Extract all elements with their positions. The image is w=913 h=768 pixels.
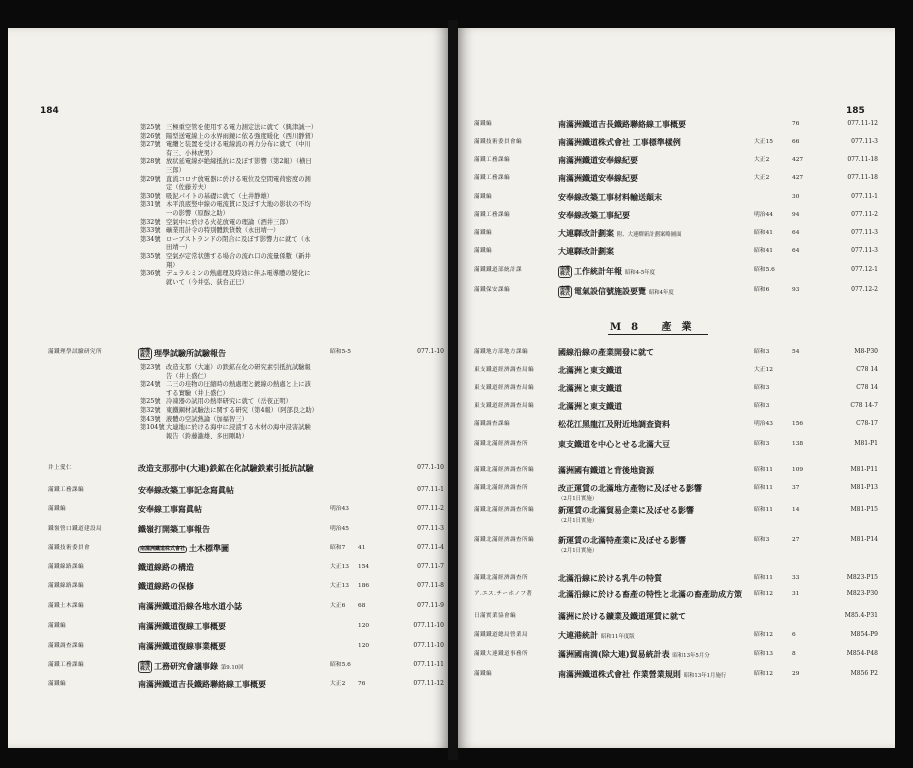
- cell-code: 077.11-3: [851, 247, 878, 254]
- cell-title: 東支鐵道を中心とせる北滿大豆: [558, 439, 670, 449]
- cell-pp: 76: [792, 121, 800, 127]
- sub-list: [140, 124, 316, 287]
- cell-t: 三極重空管を使用する電力測定法に就て（興津誠一）: [166, 124, 318, 131]
- cell-n: 第43號: [140, 415, 161, 423]
- cell-pp: 109: [792, 467, 804, 473]
- section-heading: M8 產業: [608, 318, 708, 335]
- cell-code: 077.11-18: [847, 174, 878, 181]
- cell-pub: 滿鐵土木課編: [48, 603, 84, 609]
- cell-t: 液體の空試熱論（加福智三）: [166, 415, 248, 423]
- cell-title: 安奉線改築工事記念寫眞帖: [138, 485, 234, 495]
- cell-date: 昭和41: [754, 230, 773, 236]
- cell-pp: 66: [792, 139, 800, 145]
- cell-pub: 滿鐵工務課編: [474, 157, 510, 163]
- cell-date: 昭和11: [754, 467, 773, 473]
- cell-pp: 6: [792, 632, 796, 638]
- cell-n: 第29號: [140, 175, 161, 183]
- cell-pub: 井上愛仁: [48, 465, 72, 471]
- list-item: [140, 398, 316, 407]
- cell-pp: 30: [792, 194, 800, 200]
- cell-date: 昭和11: [754, 485, 773, 491]
- cell-code: 077.11-12: [413, 680, 444, 687]
- sub-list: [140, 364, 316, 441]
- cell-code: 077.11-2: [417, 505, 444, 512]
- cell-pp: 186: [358, 583, 370, 589]
- cell-date: 大正15: [754, 139, 773, 145]
- cell-n: 第30號: [140, 192, 161, 200]
- cell-pp: 41: [358, 545, 366, 551]
- cell-date: 昭和5-5: [330, 349, 351, 355]
- cell-t: 空氣中に於ける火花放電の理論（酒井三郎）: [166, 218, 292, 226]
- cell-code: 077.11-3: [851, 138, 878, 145]
- cell-pub: 滿鐵工務課編: [474, 212, 510, 218]
- cell-title: 南滿 株式 電氣設信號施設要覽 昭和4年度: [560, 286, 674, 297]
- cell-code: C78 14: [856, 366, 878, 373]
- cell-pp: 54: [792, 349, 800, 355]
- right-page: [458, 28, 895, 748]
- cell-code: 077.1-10: [417, 348, 444, 355]
- cell-title: 南滿洲鐵道株式會社 作業營業規則 昭和13年1月施行: [558, 669, 727, 679]
- company-mark: 南滿 株式: [560, 266, 571, 277]
- list-item: [140, 133, 316, 142]
- cell-pub: 滿鐵編: [474, 194, 492, 200]
- cell-pp: 76: [358, 681, 366, 687]
- cell-title: 滿洲國有鐵道と背後地資源: [558, 465, 654, 475]
- list-item: [140, 236, 316, 253]
- cell-date: 明治44: [754, 212, 773, 218]
- cell-title: 松花江黑龍江及附近地調查資料: [558, 419, 670, 429]
- cell-title: 北滿洲と東支鐵道: [558, 383, 622, 393]
- cell-t: 大連地に於ける海中に浸漬する木材の海中浸害試験報告（鈴藤瀧雄、多田剛助）: [166, 424, 311, 440]
- cell-title: 南滿 株式 工務研究會議事錄 第9.10回: [140, 661, 244, 672]
- cell-title: 鐵道線路の保修: [138, 581, 194, 591]
- cell-pp: 68: [358, 603, 366, 609]
- cell-pub: 滿鐵編: [48, 681, 66, 687]
- cell-t: 二三の珪物の圧縮時の熱處理と鍍線の熱處と上に該する實驗（井上盛仁）: [166, 381, 311, 397]
- cell-pp: 154: [358, 564, 370, 570]
- cell-pub: 滿鐵編: [474, 671, 492, 677]
- cell-date: 大正13: [330, 564, 349, 570]
- cell-code: M854-P48: [846, 650, 878, 657]
- cell-pub: 滿鐵調查課編: [474, 421, 510, 427]
- cell-title: 安奉線工事寫眞帖: [138, 504, 202, 514]
- cell-title: 滿洲國南満(除大連)貿易統計表 昭和13年5月分: [558, 649, 710, 659]
- cell-date: 昭和41: [754, 248, 773, 254]
- cell-title: 南滿 株式 工作統計年報 昭和4-5年度: [560, 266, 656, 277]
- list-item: [140, 416, 316, 425]
- cell-title: 安奉線改築工事紀要: [558, 210, 630, 220]
- left-page: [8, 28, 448, 748]
- cell-date: 大正6: [330, 603, 346, 609]
- cell-code: M81-P11: [850, 466, 878, 473]
- cell-date: 昭和12: [754, 632, 773, 638]
- cell-code: M823-P30: [846, 590, 878, 597]
- cell-code: C78-17: [856, 420, 878, 427]
- cell-pub: 滿鐵線路課編: [48, 583, 84, 589]
- cell-code: 077.11-11: [413, 661, 444, 668]
- company-mark: 南滿 株式: [560, 286, 571, 297]
- list-item: [140, 253, 316, 270]
- cell-date: 昭和5.6: [330, 662, 351, 668]
- cell-pp: 14: [792, 507, 800, 513]
- cell-t: ローブストランドの閉合に及ぼす影響力に就て（永田靖一）: [166, 235, 311, 252]
- cell-pub: 日滿實業協會編: [474, 613, 516, 619]
- cell-pp: 8: [792, 651, 796, 657]
- company-mark: 南滿 株式: [140, 661, 151, 672]
- cell-pp: 94: [792, 212, 800, 218]
- cell-code: C78 14-7: [850, 402, 878, 409]
- cell-t: 電纜と装置を受ける電線流の再力分布に就て（中川有三、小林虎男）: [166, 141, 311, 157]
- cell-title: 南滿洲鐵道安奉線紀要: [558, 173, 638, 183]
- cell-pp: 31: [792, 591, 800, 597]
- cell-t: 木平浪底竪中線の電流貫に及ぼす大地の影状の不均一の影響（原醇之助）: [166, 201, 311, 217]
- cell-date: 昭和3: [754, 349, 770, 355]
- cell-pub: 東支鐵道經濟調查局編: [474, 367, 534, 373]
- cell-code: 077.11-2: [851, 211, 878, 218]
- cell-pp: 120: [358, 623, 370, 629]
- cell-n: 第23號: [140, 364, 161, 371]
- list-item: [140, 364, 316, 381]
- cell-code: 077.11-10: [413, 622, 444, 629]
- cell-n: 第32號: [140, 218, 161, 226]
- cell-pub: 滿鐵工務課編: [48, 662, 84, 668]
- cell-date: 昭和5.6: [754, 267, 775, 273]
- cell-pp: 120: [358, 643, 370, 649]
- cell-code: C78 14: [856, 384, 878, 391]
- cell-code: M81-P14: [850, 536, 878, 543]
- cell-n: 第33號: [140, 227, 161, 235]
- list-item: [140, 407, 316, 416]
- cell-title: 北滿沿線に於ける乳牛の特質: [558, 573, 662, 583]
- cell-t: 空氣が定常状態する場合の流れ口の流量係數（新井翔）: [166, 252, 311, 269]
- cell-date: 昭和3: [754, 537, 770, 543]
- list-item: [140, 141, 316, 158]
- list-item: [140, 381, 316, 398]
- cell-pub: 滿鐵技術委員會編: [474, 139, 522, 145]
- list-item: [140, 158, 316, 175]
- cell-t: 直流コロナ放電器に於ける電位及空間電荷密度の測定（佐藤芳夫）: [166, 175, 311, 192]
- book-gutter: [448, 20, 458, 760]
- cell-pub: 滿鐵工務課編: [474, 175, 510, 181]
- list-item: [140, 219, 316, 228]
- cell-code: M8-P30: [854, 348, 878, 355]
- cell-pub: 東支鐵道經濟調查局編: [474, 385, 534, 391]
- cell-pub: 滿鐵鐵道總局營業局: [474, 632, 528, 638]
- cell-n: 第24號: [140, 381, 161, 389]
- cell-pp: 64: [792, 230, 800, 236]
- list-item: [140, 176, 316, 193]
- cell-pp: 27: [792, 537, 800, 543]
- cell-pub: 滿鐵北滿經濟調查所編: [474, 507, 534, 513]
- company-mark: 南滿 株式: [140, 348, 151, 359]
- cell-pub: 滿鐵理學試驗研究所: [48, 349, 102, 355]
- cell-code: 077.11-3: [417, 525, 444, 532]
- list-item: [140, 201, 316, 218]
- cell-code: 077.11-12: [847, 120, 878, 127]
- cell-n: 第27號: [140, 141, 161, 149]
- cell-date: 昭和7: [330, 545, 346, 551]
- cell-code: M823-P15: [846, 574, 878, 581]
- cell-title: 南滿 株式 理學試驗所試驗報告: [140, 348, 227, 359]
- cell-code: 077.11-1: [851, 193, 878, 200]
- cell-pub: 滿鐵北滿經濟調查所編: [474, 537, 534, 543]
- cell-code: 077.11-8: [417, 582, 444, 589]
- page-number: 184: [40, 106, 59, 116]
- cell-date: 大正13: [330, 583, 349, 589]
- cell-pp: 37: [792, 485, 800, 491]
- cell-code: M856 P2: [850, 670, 878, 677]
- cell-pub: 滿鐵北滿經濟調查所: [474, 485, 528, 491]
- cell-pub: 鐵嶺營口鐵道建設局: [48, 526, 102, 532]
- cell-title: 改正運賃の北滿地方產物に及ぼせる影響 （2月1日實施）: [558, 483, 702, 502]
- cell-code: 077.11-9: [417, 602, 444, 609]
- list-item: [140, 227, 316, 236]
- list-item: [140, 270, 316, 287]
- cell-pub: 滿鐵編: [474, 248, 492, 254]
- cell-title: 南滿洲鐵道復線事業概要: [138, 641, 226, 651]
- cell-t: 東鐵鋼材試驗法に関する研究（第4報）（阿部良之助）: [166, 406, 318, 414]
- cell-date: 明治43: [754, 421, 773, 427]
- cell-pub: 滿鐵鐵道部統計課: [474, 267, 522, 273]
- cell-pub: 滿鐵編: [474, 230, 492, 236]
- cell-code: M854-P9: [850, 631, 878, 638]
- cell-title: 大連港統計 昭和11年度版: [558, 630, 635, 640]
- cell-pp: 29: [792, 671, 800, 677]
- cell-t: 冷凍器の試用の熱率研究に就て（岳夜正明）: [166, 398, 292, 406]
- cell-pub: 滿鐵編: [474, 121, 492, 127]
- cell-code: 077.1-10: [417, 464, 444, 471]
- cell-title: 南滿洲鐵道復線工事概要: [138, 621, 226, 631]
- cell-n: 第31號: [140, 201, 161, 209]
- cell-title: 南滿洲鐵道吉長鐵路聯絡線工事概要: [138, 679, 266, 689]
- list-item: [140, 124, 316, 133]
- cell-date: 明治43: [330, 506, 349, 512]
- cell-pub: 滿鐵北滿經濟調查所: [474, 441, 528, 447]
- cell-t: デュラルミンの熱處理及時効に伴ふ電導體の變化に就いて（今井弘、荻台正巳）: [166, 270, 311, 286]
- cell-pub: 滿鐵北滿經濟調查所編: [474, 467, 534, 473]
- cell-code: 077.11-4: [417, 544, 444, 551]
- cell-t: 吸泥パイトの基礎に就て（土井静雄）: [166, 192, 274, 200]
- cell-title: 南滿洲鐵道株式會社 工事標準樣例: [558, 137, 681, 147]
- cell-t: 放状延電線が絶縁抵抗に及ぼす影響（第2報）（横日三郎）: [166, 158, 312, 174]
- cell-t: 礦業用計令の特別體鉄貨数（永田靖一）: [166, 227, 280, 235]
- cell-pub: 滿鐵保安課編: [474, 287, 510, 293]
- cell-code: M81-P15: [850, 506, 878, 513]
- cell-pub: 滿鐵地方部地方課編: [474, 349, 528, 355]
- cell-t: 改造支那（大連）の鉄鉱在化の研究素引抵抗試驗報告（井上盛仁）: [166, 364, 311, 380]
- company-mark: 南滿洲鐵道株式會社: [140, 545, 186, 552]
- page-number: 185: [846, 106, 865, 116]
- cell-n: 第35號: [140, 252, 161, 260]
- cell-code: M85.4-P31: [844, 612, 878, 619]
- cell-title: 國線沿線の產業開發に就て: [558, 347, 654, 357]
- cell-title: 新運賃の北滿貿易企業に及ぼせる影響 （2月1日實施）: [558, 505, 694, 524]
- cell-pub: 東支鐵道經濟調查局編: [474, 403, 534, 409]
- cell-pp: 427: [792, 175, 804, 181]
- cell-n: 第104號: [140, 424, 165, 432]
- cell-n: 第34號: [140, 235, 161, 243]
- cell-title: 滿洲に於ける鑛業及鐵道運賃に就て: [558, 611, 686, 621]
- cell-code: 077.11-7: [417, 563, 444, 570]
- cell-t: 陽型送電線上の水界雨鏡に依る強度暖化（西川静賀）: [166, 132, 318, 140]
- cell-pub: 滿鐵大連鐵道事務所: [474, 651, 528, 657]
- cell-pub: 滿鐵調查課編: [48, 643, 84, 649]
- cell-title: 南滿洲鐵道吉長鐵路聯絡線工事概要: [558, 119, 686, 129]
- cell-date: 昭和3: [754, 403, 770, 409]
- cell-date: 大正2: [754, 175, 770, 181]
- cell-title: 鐵道線路の構造: [138, 562, 194, 572]
- cell-code: 077.11-10: [413, 642, 444, 649]
- cell-pub: ア.エス.チーホノフ著: [474, 591, 533, 597]
- cell-n: 第28號: [140, 158, 161, 166]
- cell-date: 大正2: [330, 681, 346, 687]
- cell-pub: 滿鐵線路課編: [48, 564, 84, 570]
- cell-pub: 滿鐵編: [48, 506, 66, 512]
- cell-title: 新運賃の北滿特產業に及ぼせる影響 （2月1日實施）: [558, 535, 686, 554]
- cell-pub: 滿鐵北滿經濟調查所: [474, 575, 528, 581]
- cell-title: 南滿洲鐵道沿線各地水道小誌: [138, 601, 242, 611]
- cell-code: M81-P1: [854, 440, 878, 447]
- cell-code: M81-P13: [850, 484, 878, 491]
- cell-title: 南滿洲鐵道株式會社 土木標準圖: [140, 543, 230, 553]
- cell-date: 昭和11: [754, 507, 773, 513]
- cell-pub: 滿鐵編: [48, 623, 66, 629]
- cell-title: 北滿洲と東支鐵道: [558, 401, 622, 411]
- cell-date: 大正12: [754, 367, 773, 373]
- cell-date: 大正2: [754, 157, 770, 163]
- cell-title: 安奉線改築工事材料輸送顛末: [558, 192, 662, 202]
- cell-date: 昭和6: [754, 287, 770, 293]
- cell-title: 大連驛改計劃案 附、大連驛新計劃案略圖面: [558, 228, 682, 238]
- cell-n: 第26號: [140, 132, 161, 140]
- cell-title: 北滿洲と東支鐵道: [558, 365, 622, 375]
- cell-pub: 滿鐵工務課編: [48, 487, 84, 493]
- cell-pp: 138: [792, 441, 804, 447]
- cell-pp: 33: [792, 575, 800, 581]
- cell-title: 南滿洲鐵道安奉線紀要: [558, 155, 638, 165]
- cell-pub: 滿鐵技術委員會: [48, 545, 90, 551]
- cell-pp: 427: [792, 157, 804, 163]
- cell-pp: 64: [792, 248, 800, 254]
- cell-date: 昭和12: [754, 671, 773, 677]
- cell-pp: 156: [792, 421, 804, 427]
- cell-date: 昭和3: [754, 441, 770, 447]
- cell-n: 第25號: [140, 124, 161, 131]
- cell-title: 大連驛改計劃案: [558, 246, 614, 256]
- cell-title: 改造支那那中(大連)鉄鉱在化試驗鉄素引抵抗試驗: [138, 463, 314, 473]
- cell-n: 第32號: [140, 406, 161, 414]
- cell-date: 昭和12: [754, 591, 773, 597]
- cell-date: 明治45: [330, 526, 349, 532]
- cell-title: 北滿沿線に於ける畜產の特性と北滿の畜產助成方策: [558, 589, 742, 599]
- cell-code: 077.11-3: [851, 229, 878, 236]
- cell-code: 077.11-1: [417, 486, 444, 493]
- cell-code: 077.11-18: [847, 156, 878, 163]
- cell-date: 昭和3: [754, 385, 770, 391]
- cell-date: 昭和11: [754, 575, 773, 581]
- cell-code: 077.12-2: [851, 286, 878, 293]
- cell-title: 鐵嶺打開築工事報告: [138, 524, 210, 534]
- list-item: [140, 424, 316, 441]
- cell-n: 第25號: [140, 398, 161, 406]
- cell-pp: 93: [792, 287, 800, 293]
- cell-date: 昭和13: [754, 651, 773, 657]
- cell-n: 第36號: [140, 270, 161, 278]
- cell-code: 077.12-1: [851, 266, 878, 273]
